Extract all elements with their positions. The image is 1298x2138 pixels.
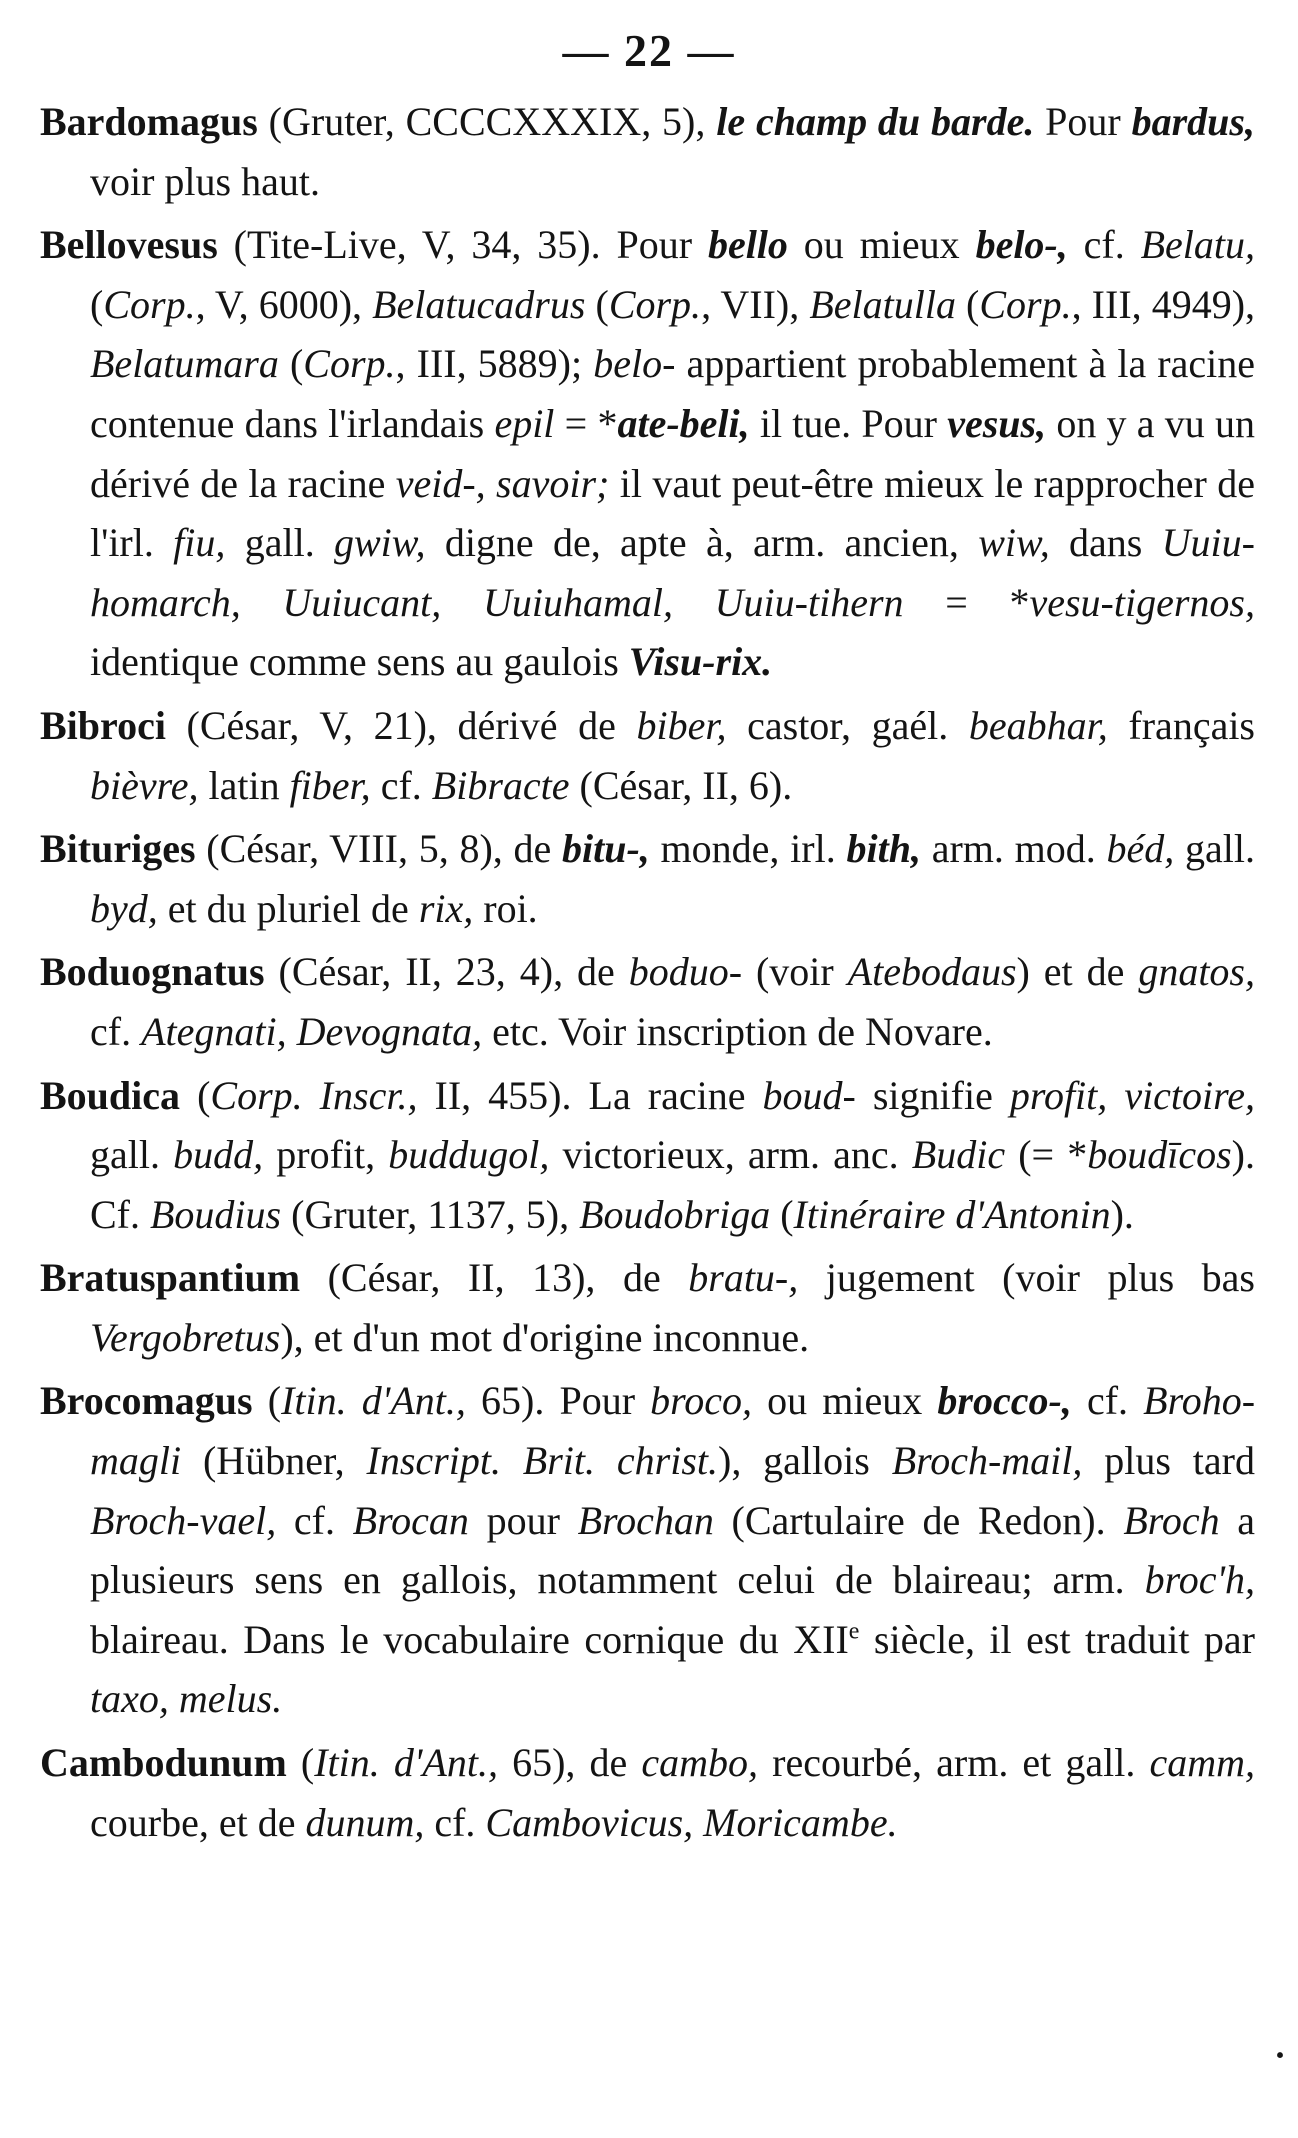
italic-term: Itin. d'Ant.,	[281, 1378, 466, 1424]
entry-text: profit,	[263, 1132, 389, 1178]
entry-text: identique comme sens au gaulois	[90, 639, 629, 685]
italic-term: Itinéraire d'Antonin	[793, 1191, 1111, 1237]
entry-text: monde, irl.	[649, 826, 847, 872]
italic-term: Brocan	[352, 1497, 469, 1543]
entry-text: (	[286, 1740, 315, 1786]
entry-text: cf.	[276, 1497, 353, 1543]
entry-text: recourbé, arm. et gall.	[758, 1740, 1150, 1786]
italic-term: Boudobriga	[579, 1191, 771, 1237]
italic-term: Brochan	[577, 1497, 714, 1543]
italic-term: Belatulla	[809, 281, 956, 327]
entry-text: courbe, et de	[90, 1799, 306, 1845]
entry-text: etc. Voir inscription de Novare.	[482, 1008, 993, 1054]
entry-text: 65). Pour	[465, 1378, 651, 1424]
entry-text: on y a vu un dérivé de la racine	[90, 400, 1255, 506]
italic-term: cambo,	[641, 1740, 759, 1786]
entry-text: Pour	[1034, 99, 1132, 144]
entry-text: ).	[1110, 1191, 1134, 1237]
italic-term: boduo-	[628, 949, 743, 995]
entry-text: (César, II, 13), de	[300, 1255, 689, 1301]
italic-term: biber,	[636, 702, 727, 748]
entry-text: français	[1107, 702, 1256, 748]
margin-dot: ·	[1273, 2035, 1286, 2075]
entry-text: (voir	[742, 949, 848, 995]
italic-term: dunum,	[305, 1799, 425, 1845]
entry-text: il tue. Pour	[749, 400, 948, 446]
entry-text: gall.	[225, 520, 334, 566]
entry-text: (César, II, 6).	[569, 762, 793, 808]
entry-bibroci	[40, 696, 1255, 815]
italic-term: Vergobretus	[90, 1314, 281, 1360]
emphasized-term: bardus,	[1131, 99, 1255, 144]
italic-term: Inscript. Brit. christ.	[366, 1438, 718, 1484]
entry-text: blaireau. Dans le vocabulaire cornique du XII	[90, 1616, 849, 1662]
entry-text: roi.	[473, 885, 538, 931]
entry-text: (Gruter, CCCCXXXIX, 5),	[257, 99, 717, 144]
entry-text: (	[955, 281, 980, 327]
italic-term: Broho-magli	[90, 1378, 1256, 1484]
entry-text: (César, VIII, 5, 8), de	[195, 826, 563, 872]
entry-text: il vaut peut-être mieux le rapprocher de l'irl.	[90, 460, 1256, 566]
entry-brocomagus	[40, 1371, 1255, 1729]
italic-term: fiu,	[173, 520, 226, 566]
entry-text: signifie	[855, 1072, 1010, 1118]
entry-headword: Bibroci	[40, 702, 166, 748]
emphasized-term: le champ du barde.	[716, 99, 1035, 144]
italic-term: Corp.	[608, 281, 702, 327]
entry-text: cf.	[424, 1799, 486, 1845]
italic-term: belo-	[593, 341, 676, 387]
entry-text: ) et de	[1016, 949, 1139, 995]
italic-term: broco,	[650, 1378, 753, 1424]
entry-text: jugement (voir plus bas	[798, 1255, 1255, 1301]
italic-term: vesu-tigernos,	[1029, 579, 1255, 625]
entry-text: victorieux, arm. anc.	[549, 1132, 912, 1178]
entry-text: , VII),	[701, 281, 810, 327]
superscript: e	[848, 1618, 860, 1645]
entry-cambodunum	[40, 1733, 1255, 1852]
italic-term: Belatucadrus	[372, 281, 586, 327]
entry-text: ), gallois	[718, 1438, 892, 1484]
entry-text: digne de, apte à, arm. ancien,	[425, 520, 979, 566]
emphasized-term: brocco-,	[937, 1378, 1072, 1424]
italic-term: Bibracte	[431, 762, 570, 808]
entry-headword: Bardomagus	[40, 99, 258, 144]
italic-term: beabhar,	[968, 702, 1108, 748]
entry-text: cf.	[90, 1008, 142, 1054]
entry-text: (	[180, 1072, 211, 1118]
italic-term: camm,	[1149, 1740, 1256, 1786]
entry-text: (	[90, 281, 104, 327]
entry-text: (= *	[1005, 1132, 1088, 1178]
entry-text: cf.	[1067, 222, 1141, 268]
italic-term: Corp.	[103, 281, 196, 327]
entry-text: ou mieux	[787, 222, 976, 268]
italic-term: Corp.	[303, 341, 396, 387]
entry-text: ou mieux	[752, 1378, 938, 1424]
italic-term: Ategnati, Devognata,	[141, 1008, 483, 1054]
entry-text: = *	[903, 579, 1030, 625]
entry-text: dans	[1049, 520, 1162, 566]
entry-headword: Boduognatus	[40, 949, 265, 995]
italic-term: Atebodaus	[847, 949, 1017, 995]
glossary-entries	[40, 92, 1255, 1856]
entry-text: , III, 5889);	[395, 341, 594, 387]
italic-term: bratu-,	[688, 1255, 799, 1301]
entry-text: (	[278, 341, 304, 387]
entry-headword: Bellovesus	[40, 222, 218, 268]
emphasized-term: Visu-rix.	[628, 639, 773, 685]
emphasized-term: bith,	[846, 826, 921, 872]
entry-text: latin	[198, 762, 290, 808]
emphasized-term: bitu-,	[562, 826, 650, 872]
entry-boudica	[40, 1066, 1255, 1245]
entry-text: (Tite-Live, V, 34, 35). Pour	[217, 222, 708, 268]
entry-text: siècle, il est traduit par	[859, 1616, 1255, 1662]
entry-text: voir plus haut.	[90, 158, 320, 204]
italic-term: profit, victoire,	[1009, 1072, 1255, 1118]
entry-text: II, 455). La racine	[417, 1072, 763, 1118]
entry-text: (	[252, 1378, 282, 1424]
italic-term: epil	[494, 400, 555, 446]
italic-term: boudīcos	[1087, 1132, 1232, 1178]
entry-boduognatus	[40, 942, 1255, 1061]
italic-term: broc'h,	[1144, 1557, 1255, 1603]
entry-text: 65), de	[497, 1740, 642, 1786]
entry-text: (Hübner,	[181, 1438, 367, 1484]
entry-text: (César, V, 21), dérivé de	[165, 702, 637, 748]
italic-term: taxo, melus.	[90, 1676, 283, 1722]
entry-text: (	[585, 281, 609, 327]
entry-text: pour	[468, 1497, 578, 1543]
italic-term: boud-	[762, 1072, 856, 1118]
entry-bellovesus	[40, 215, 1255, 692]
italic-term: Budic	[911, 1132, 1006, 1178]
italic-term: rix,	[418, 885, 474, 931]
entry-text: (César, II, 23, 4), de	[264, 949, 629, 995]
entry-text: , V, 6000),	[195, 281, 373, 327]
italic-term: Itin. d'Ant.,	[314, 1740, 498, 1786]
entry-text: = *	[554, 400, 618, 446]
entry-text: ). Cf.	[90, 1132, 1255, 1237]
italic-term: Belatu,	[1140, 222, 1256, 268]
entry-text: arm. mod.	[920, 826, 1107, 872]
italic-term: Broch-vael,	[90, 1497, 277, 1543]
entry-text: a plusieurs sens en gallois, notamment celui de blaireau; arm.	[90, 1497, 1256, 1603]
entry-text: (Gruter, 1137, 5),	[281, 1191, 580, 1237]
italic-term: byd,	[90, 885, 158, 931]
entry-text: ), et d'un mot d'origine inconnue.	[280, 1314, 810, 1360]
italic-term: fiber,	[289, 762, 371, 808]
italic-term: Corp.	[979, 281, 1072, 327]
italic-term: Broch-mail,	[891, 1438, 1083, 1484]
italic-term: wiw,	[978, 520, 1050, 566]
italic-term: béd,	[1106, 826, 1175, 872]
entry-text: (	[770, 1191, 794, 1237]
entry-bardomagus	[40, 92, 1255, 211]
italic-term: gnatos,	[1138, 949, 1255, 995]
entry-headword: Cambodunum	[40, 1740, 287, 1786]
entry-text: castor, gaél.	[726, 702, 969, 748]
entry-text: et du pluriel de	[157, 885, 419, 931]
emphasized-term: belo-,	[975, 222, 1068, 268]
entry-text: cf.	[1071, 1378, 1144, 1424]
italic-term: Uuiu-homarch, Uuiucant, Uuiuhamal, Uuiu-tihern	[90, 520, 1255, 625]
entry-headword: Brocomagus	[40, 1378, 253, 1424]
entry-text: , III, 4949),	[1071, 281, 1256, 327]
entry-bratuspantium	[40, 1248, 1255, 1367]
italic-term: gwiw,	[334, 520, 426, 566]
italic-term: Belatumara	[90, 341, 279, 387]
emphasized-term: ate-beli,	[617, 400, 750, 446]
italic-term: buddugol,	[388, 1132, 550, 1178]
entry-text: plus tard	[1082, 1438, 1255, 1484]
entry-text: appartient probablement à la racine contenue dans l'irlandais	[90, 341, 1255, 446]
entry-bituriges	[40, 819, 1255, 938]
entry-text: gall.	[1174, 826, 1255, 872]
italic-term: Broch	[1123, 1497, 1220, 1543]
italic-term: bièvre,	[90, 762, 199, 808]
italic-term: Corp. Inscr.,	[210, 1072, 418, 1118]
page-number: — 22 —	[562, 25, 736, 76]
italic-term: Cambovicus, Moricambe.	[485, 1799, 898, 1845]
italic-term: budd,	[173, 1132, 264, 1178]
italic-term: Boudius	[150, 1191, 282, 1237]
entry-headword: Bratuspantium	[40, 1255, 301, 1301]
entry-text: cf.	[370, 762, 432, 808]
emphasized-term: vesus,	[947, 400, 1047, 446]
entry-headword: Bituriges	[40, 826, 196, 872]
emphasized-term: bello	[707, 222, 788, 268]
entry-headword: Boudica	[40, 1072, 181, 1118]
italic-term: veid-, savoir;	[395, 460, 610, 506]
entry-text: (Cartulaire de Redon).	[713, 1497, 1124, 1543]
entry-text: gall.	[90, 1132, 174, 1178]
